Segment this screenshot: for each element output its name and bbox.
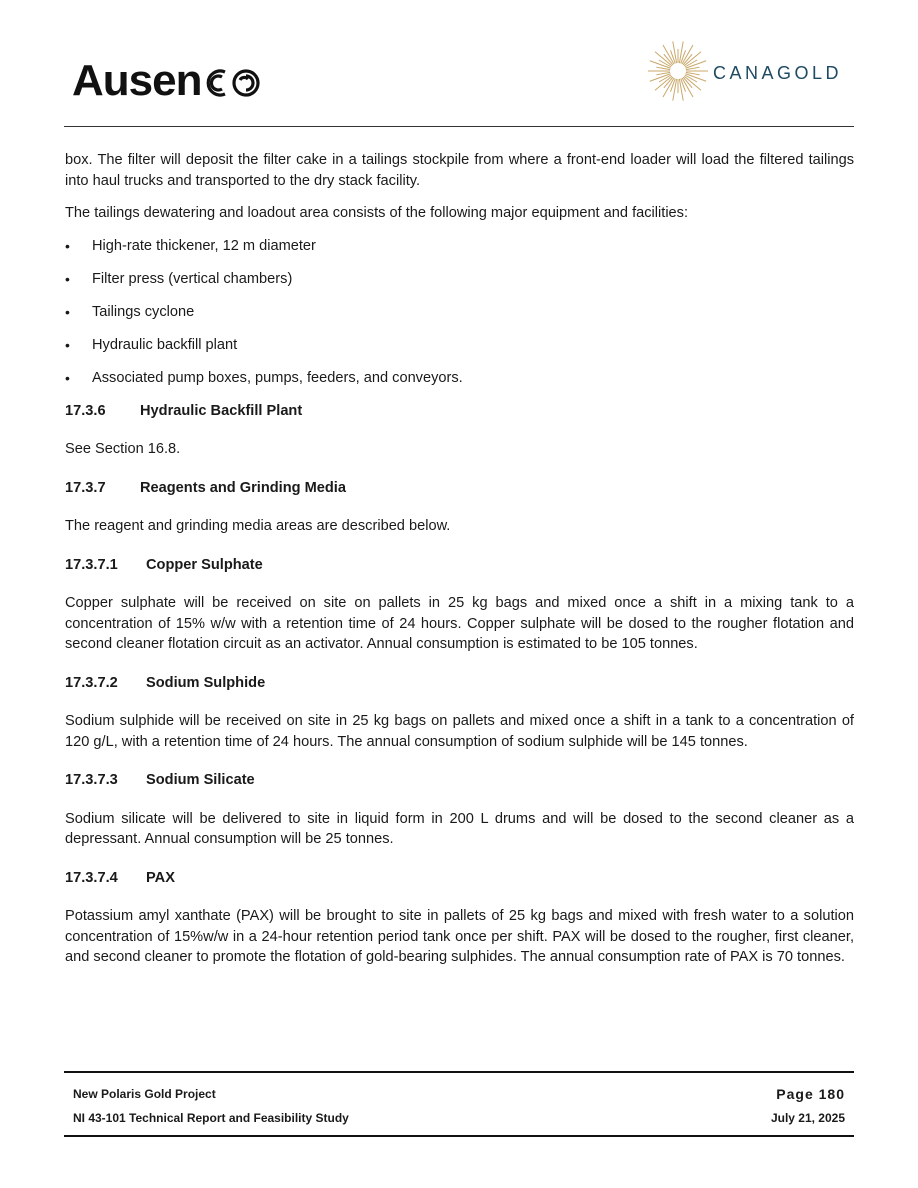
- section-number: 17.3.7.1: [65, 556, 118, 573]
- paragraph-17-3-7-1: Copper sulphate will be received on site on pallets in 25 kg bags and mixed once a shift in a mixing tank to a concentration of 15% w/w with a retention time of 24 hours. Copper sulphate will be dosed to the rougher flotation and second cleaner flotation circuit as an activator. Annual consumption is estimated to be 105 tonnes.: [65, 595, 854, 652]
- section-number: 17.3.6: [65, 402, 106, 419]
- footer-date: July 21, 2025: [770, 1111, 845, 1125]
- section-heading-17-3-7-4: [65, 868, 854, 889]
- section-number: 17.3.7.3: [65, 772, 118, 788]
- section-number: 17.3.7: [65, 479, 106, 496]
- footer-project: New Polaris Gold Project: [73, 1087, 216, 1101]
- footer-divider-bottom: [64, 1135, 854, 1137]
- footer-report-title: NI 43-101 Technical Report and Feasibility Study: [73, 1111, 349, 1125]
- section-title: Hydraulic Backfill Plant: [140, 402, 303, 419]
- canagold-logo-text: CANAGOLD: [712, 62, 842, 83]
- paragraph-intro: box. The filter will deposit the filter cake in a tailings stockpile from where a front-end loader will load the filtered tailings into haul trucks and transported to the dry stack facility.: [65, 152, 854, 189]
- equipment-list: [65, 236, 854, 389]
- ausenco-swirl-icon: [201, 62, 263, 112]
- section-title: Sodium Silicate: [146, 772, 255, 788]
- section-title: Sodium Sulphide: [146, 674, 266, 691]
- ausenco-logo: [72, 56, 263, 112]
- canagold-sun-icon: [647, 38, 709, 109]
- list-item: • Filter press (vertical chambers): [65, 269, 854, 290]
- section-number: 17.3.7.4: [65, 869, 118, 886]
- page-header: [64, 40, 854, 126]
- list-item: • Associated pump boxes, pumps, feeders, and conveyors.: [65, 368, 854, 389]
- paragraph-17-3-7-3: Sodium silicate will be delivered to site in liquid form in 200 L drums and will be dosed to the second cleaner as a depressant. Annual consumption will be 25 tonnes.: [65, 810, 854, 847]
- section-heading-17-3-7-3: [65, 770, 854, 791]
- section-heading-17-3-7-2: [65, 673, 854, 694]
- ausenco-logo-text: Ausen: [72, 56, 202, 105]
- header-divider: [64, 126, 854, 127]
- section-heading-17-3-6: [65, 401, 854, 422]
- paragraph-17-3-7: The reagent and grinding media areas are described below.: [65, 518, 451, 534]
- page-footer: [73, 1082, 845, 1130]
- list-item: • High-rate thickener, 12 m diameter: [65, 236, 854, 257]
- canagold-logo: [647, 40, 842, 106]
- list-item: • Hydraulic backfill plant: [65, 335, 854, 356]
- paragraph-equipment: The tailings dewatering and loadout area consists of the following major equipment and facilities:: [65, 205, 689, 221]
- paragraph-17-3-6: See Section 16.8.: [65, 441, 181, 457]
- paragraph-17-3-7-2: Sodium sulphide will be received on site in 25 kg bags on pallets and mixed once a shift in a tank to a concentration of 120 g/L, with a retention time of 24 hours. The annual consumption of sodium sulphide will be 145 tonnes.: [65, 713, 854, 750]
- paragraph-17-3-7-4: Potassium amyl xanthate (PAX) will be brought to site in pallets of 25 kg bags and mixed with fresh water to a solution concentration of 15%w/w in a 24-hour retention period tank once per shift. PAX will be dosed to the rougher, first cleaner, and second cleaner to promote the flotation of gold-bearing sulphides. The annual consumption rate of PAX is 70 tonnes.: [65, 908, 854, 965]
- section-title: Copper Sulphate: [146, 556, 263, 573]
- section-title: PAX: [146, 869, 175, 886]
- section-heading-17-3-7: [65, 478, 854, 499]
- page-number: Page 180: [776, 1086, 845, 1102]
- footer-divider-top: [64, 1071, 854, 1073]
- document-body: [65, 150, 854, 968]
- list-item: • Tailings cyclone: [65, 302, 854, 323]
- section-heading-17-3-7-1: [65, 555, 854, 576]
- section-title: Reagents and Grinding Media: [140, 479, 346, 496]
- section-number: 17.3.7.2: [65, 674, 118, 691]
